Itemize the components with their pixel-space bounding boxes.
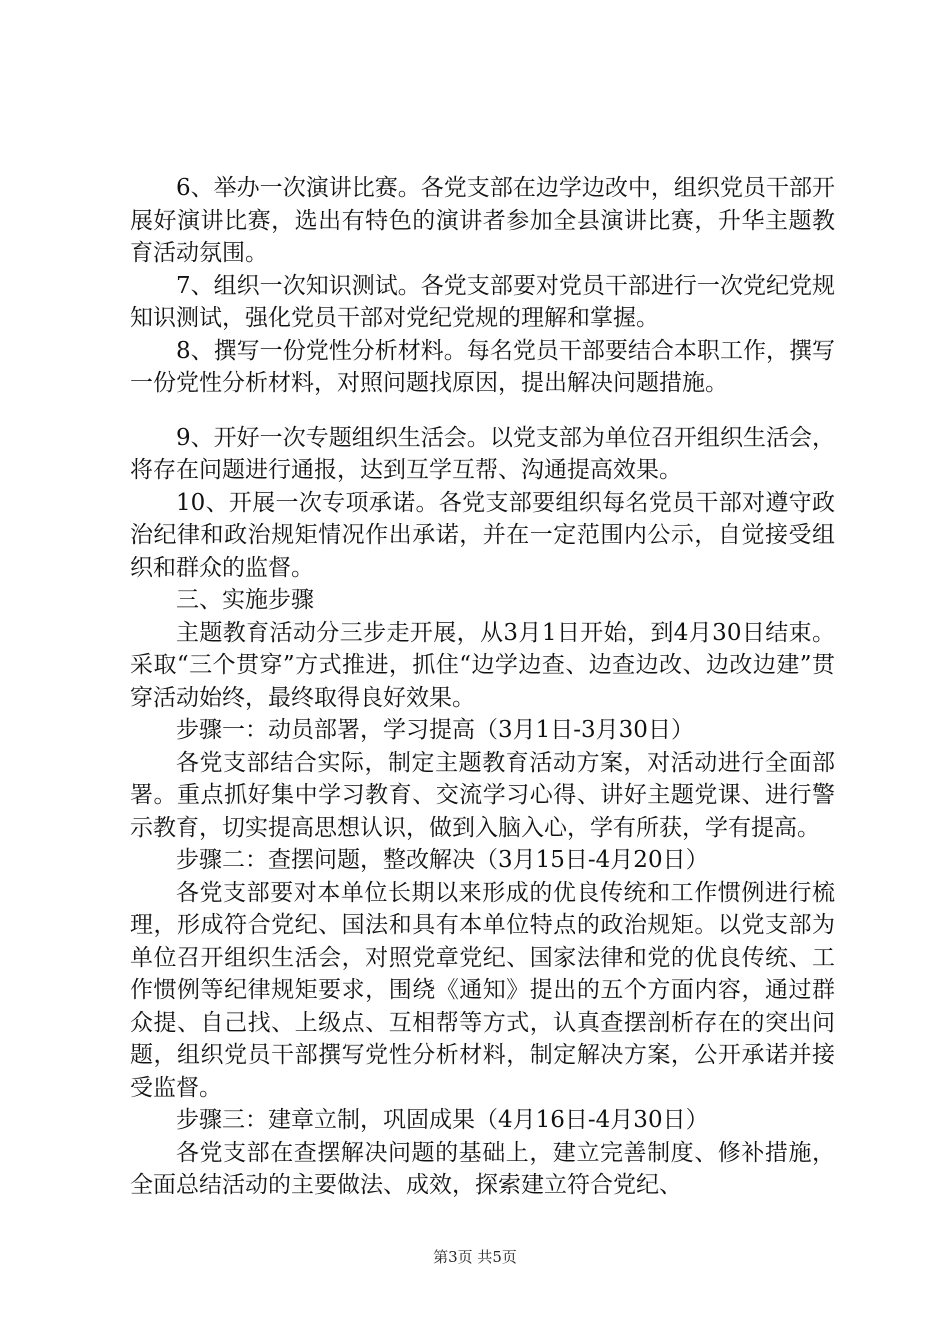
paragraph-overview: 主题教育活动分三步走开展，从3月1日开始，到4月30日结束。采取“三个贯穿”方式推进，抓住“边学边查、边查边改、边改边建”贯穿活动始终，最终取得良好效果。 — [130, 619, 835, 711]
step-one-body: 各党支部结合实际，制定主题教育活动方案，对活动进行全面部署。重点抓好集中学习教育、交流学习心得、讲好主题党课、进行警示教育，切实提高思想认识，做到入脑入心，学有所获，学有提高。 — [130, 749, 835, 841]
paragraph-item-6: 6、举办一次演讲比赛。各党支部在边学边改中，组织党员干部开展好演讲比赛，选出有特色的演讲者参加全县演讲比赛，升华主题教育活动氛围。 — [130, 175, 835, 266]
paragraph-item-10: 10、开展一次专项承诺。各党支部要组织每名党员干部对遵守政治纪律和政治规矩情况作出承诺，并在一定范围内公示，自觉接受组织和群众的监督。 — [130, 489, 835, 581]
step-two-body: 各党支部要对本单位长期以来形成的优良传统和工作惯例进行梳理，形成符合党纪、国法和具有本单位特点的政治规矩。以党支部为单位召开组织生活会，对照党章党纪、国家法律和党的优良传统、工作惯例等纪律规矩要求，围绕《通知》提出的五个方面内容，通过群众提、自己找、上级点、互相帮等方式，认真查摆剖析存在的突出问题，组织党员干部撰写党性分析材料，制定解决方案，公开承诺并接受监督。 — [130, 879, 835, 1101]
step-three-heading: 步骤三：建章立制，巩固成果（4月16日-4月30日） — [176, 1107, 709, 1133]
paragraph-item-7: 7、组织一次知识测试。各党支部要对党员干部进行一次党纪党规知识测试，强化党员干部对党纪党规的理解和掌握。 — [130, 272, 835, 331]
page-number-footer: 第3页 共5页 — [433, 1248, 517, 1266]
section-heading-implementation-steps: 三、实施步骤 — [176, 587, 314, 613]
document-body — [130, 172, 835, 1202]
step-one-heading: 步骤一：动员部署，学习提高（3月1日-3月30日） — [176, 717, 694, 743]
paragraph-item-8: 8、撰写一份党性分析材料。每名党员干部要结合本职工作，撰写一份党性分析材料，对照问题找原因，提出解决问题措施。 — [130, 337, 835, 396]
step-two-heading: 步骤二：查摆问题，整改解决（3月15日-4月20日） — [176, 847, 709, 873]
step-three-body: 各党支部在查摆解决问题的基础上，建立完善制度、修补措施，全面总结活动的主要做法、成效，探索建立符合党纪、 — [130, 1139, 835, 1198]
paragraph-item-9: 9、开好一次专题组织生活会。以党支部为单位召开组织生活会，将存在问题进行通报，达到互学互帮、沟通提高效果。 — [130, 424, 835, 483]
